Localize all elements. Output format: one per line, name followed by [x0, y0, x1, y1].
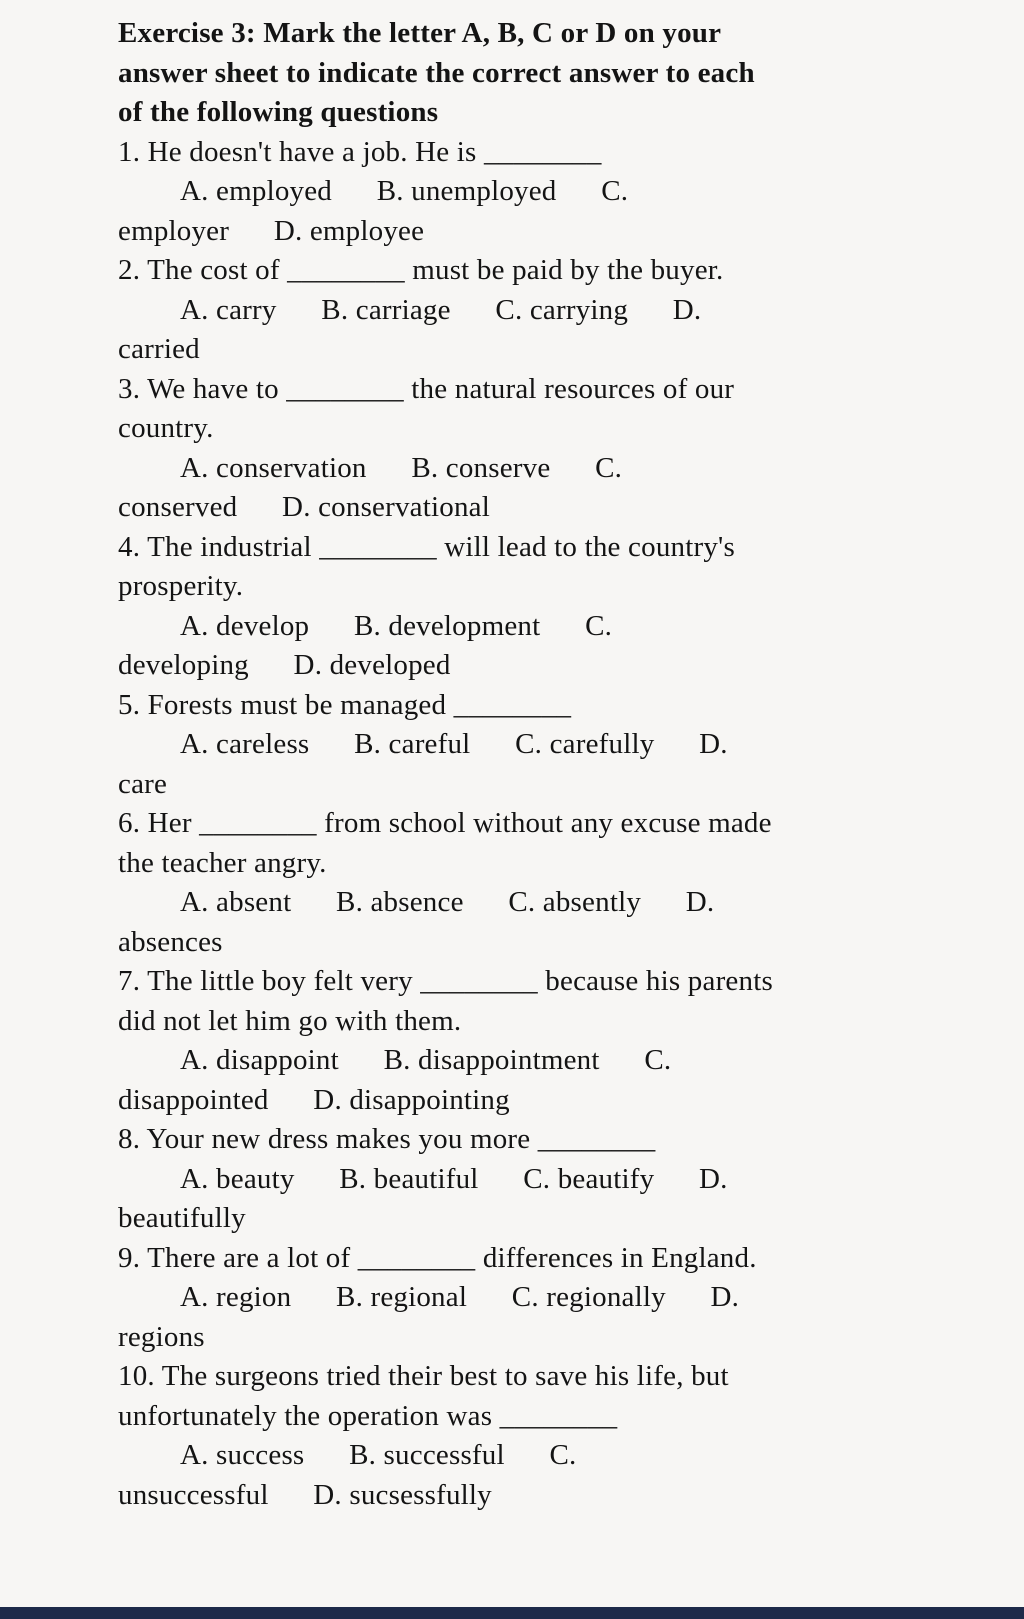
- options-line: A. success B. successful C.: [180, 1439, 577, 1471]
- options-line: A. beauty B. beautiful C. beautify D.: [180, 1162, 728, 1195]
- text-line: carried: [118, 333, 200, 365]
- text-line: 7. The little boy felt very ________ because his parents: [118, 965, 773, 997]
- text-line: 10. The surgeons tried their best to save his life, but: [118, 1360, 729, 1392]
- footer-bar: [0, 1607, 1024, 1619]
- text-line: developing D. developed: [118, 649, 451, 681]
- document-body: [118, 14, 994, 1515]
- text-line: 1. He doesn't have a job. He is ________: [118, 135, 602, 168]
- text-line: unsuccessful D. sucsessfully: [118, 1478, 492, 1511]
- text-line: beautifully: [118, 1202, 246, 1234]
- text-line: conserved D. conservational: [118, 491, 491, 523]
- text-line: unfortunately the operation was ________: [118, 1399, 618, 1432]
- options-line: A. disappoint B. disappointment C.: [180, 1044, 672, 1076]
- options-line: A. employed B. unemployed C.: [180, 175, 629, 207]
- text-line: 4. The industrial ________ will lead to the country's: [118, 530, 735, 563]
- text-line: the teacher angry.: [118, 846, 327, 879]
- text-line: country.: [118, 412, 214, 444]
- heading-line: Exercise 3: Mark the letter A, B, C or D on your: [118, 17, 722, 49]
- text-line: absences: [118, 925, 223, 958]
- options-line: A. carry B. carriage C. carrying D.: [180, 293, 702, 326]
- text-line: did not let him go with them.: [118, 1004, 462, 1037]
- text-line: 8. Your new dress makes you more ________: [118, 1123, 656, 1155]
- options-line: A. develop B. development C.: [180, 609, 613, 642]
- heading-line: of the following questions: [118, 96, 439, 128]
- options-line: A. region B. regional C. regionally D.: [180, 1281, 740, 1313]
- options-line: A. absent B. absence C. absently D.: [180, 886, 715, 918]
- text-line: prosperity.: [118, 570, 244, 602]
- text-line: regions: [118, 1320, 205, 1353]
- text-line: 2. The cost of ________ must be paid by the buyer.: [118, 254, 724, 286]
- text-line: 6. Her ________ from school without any excuse made: [118, 807, 772, 839]
- options-line: A. conservation B. conserve C.: [180, 451, 623, 484]
- text-line: employer D. employee: [118, 214, 425, 247]
- text-line: 3. We have to ________ the natural resources of our: [118, 372, 735, 405]
- heading-line: answer sheet to indicate the correct answer to each: [118, 56, 755, 89]
- options-line: A. careless B. careful C. carefully D.: [180, 728, 728, 760]
- text-line: disappointed D. disappointing: [118, 1083, 510, 1116]
- text-line: care: [118, 767, 168, 800]
- text-line: 5. Forests must be managed ________: [118, 688, 572, 721]
- text-line: 9. There are a lot of ________ differences in England.: [118, 1241, 757, 1274]
